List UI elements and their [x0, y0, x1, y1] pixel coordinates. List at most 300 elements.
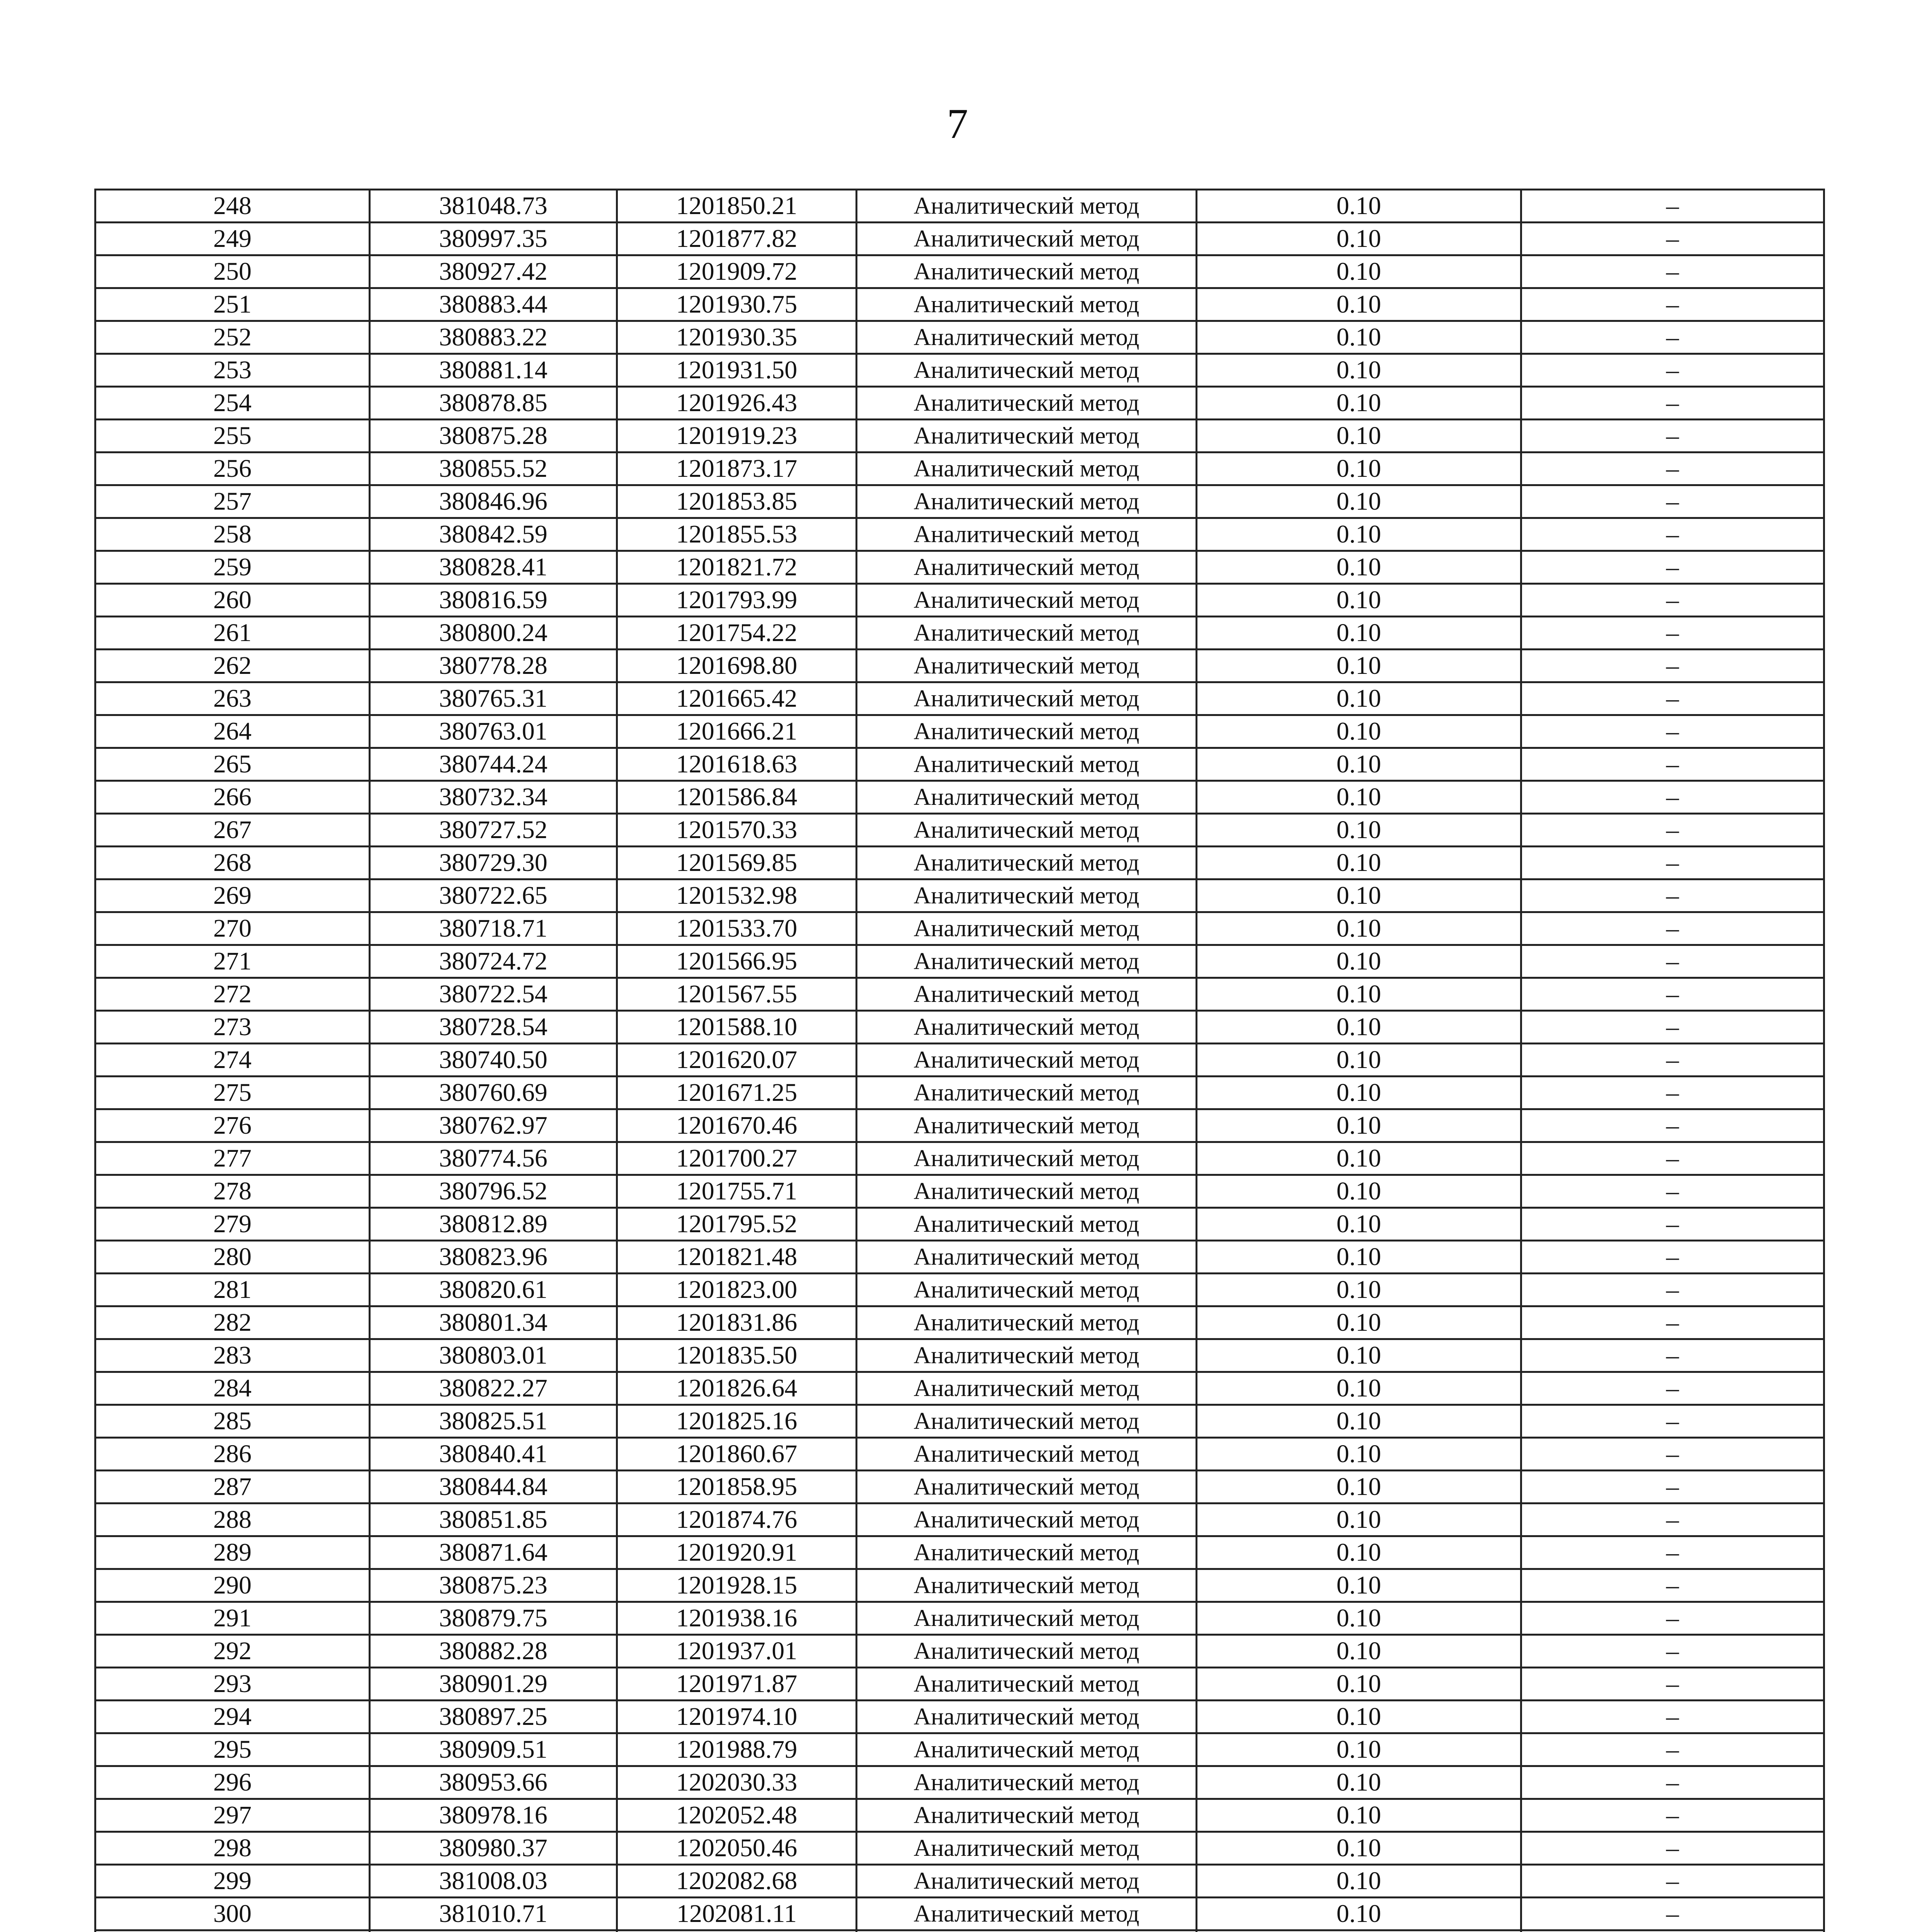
table-row [95, 1109, 1824, 1142]
note-cell: – [1521, 1241, 1824, 1274]
x-coordinate-cell: 380823.96 [370, 1241, 617, 1274]
y-coordinate-cell: 1201823.00 [617, 1274, 857, 1306]
table-row [95, 912, 1824, 945]
note-cell: – [1521, 1799, 1824, 1832]
x-coordinate-cell: 380883.22 [370, 321, 617, 354]
note-cell: – [1521, 190, 1824, 223]
note-cell: – [1521, 1832, 1824, 1865]
point-number-cell: 255 [95, 420, 370, 452]
accuracy-cell: 0.10 [1197, 814, 1521, 847]
y-coordinate-cell: 1201974.10 [617, 1701, 857, 1733]
y-coordinate-cell: 1201570.33 [617, 814, 857, 847]
point-number-cell: 270 [95, 912, 370, 945]
accuracy-cell: 0.10 [1197, 847, 1521, 879]
point-number-cell: 284 [95, 1372, 370, 1405]
x-coordinate-cell: 381008.03 [370, 1865, 617, 1898]
method-cell: Аналитический метод [857, 1865, 1197, 1898]
note-cell: – [1521, 485, 1824, 518]
note-cell: – [1521, 682, 1824, 715]
accuracy-cell: 0.10 [1197, 1274, 1521, 1306]
method-cell: Аналитический метод [857, 1569, 1197, 1602]
note-cell: – [1521, 1865, 1824, 1898]
table-row [95, 617, 1824, 650]
y-coordinate-cell: 1201793.99 [617, 584, 857, 617]
method-cell: Аналитический метод [857, 223, 1197, 255]
accuracy-cell: 0.10 [1197, 1109, 1521, 1142]
y-coordinate-cell: 1201665.42 [617, 682, 857, 715]
y-coordinate-cell: 1201821.72 [617, 551, 857, 584]
y-coordinate-cell: 1202050.46 [617, 1832, 857, 1865]
x-coordinate-cell: 380851.85 [370, 1503, 617, 1536]
x-coordinate-cell: 380803.01 [370, 1339, 617, 1372]
accuracy-cell: 0.10 [1197, 518, 1521, 551]
table-row [95, 1372, 1824, 1405]
table-row [95, 1339, 1824, 1372]
point-number-cell: 253 [95, 354, 370, 387]
table-row [95, 1701, 1824, 1733]
note-cell: – [1521, 1011, 1824, 1044]
accuracy-cell: 0.10 [1197, 1011, 1521, 1044]
table-row [95, 223, 1824, 255]
table-row [95, 420, 1824, 452]
method-cell: Аналитический метод [857, 617, 1197, 650]
y-coordinate-cell: 1202052.48 [617, 1799, 857, 1832]
method-cell: Аналитический метод [857, 1241, 1197, 1274]
note-cell: – [1521, 584, 1824, 617]
note-cell: – [1521, 1208, 1824, 1241]
method-cell: Аналитический метод [857, 321, 1197, 354]
accuracy-cell: 0.10 [1197, 1471, 1521, 1503]
x-coordinate-cell: 380763.01 [370, 715, 617, 748]
x-coordinate-cell: 380997.35 [370, 223, 617, 255]
table-row [95, 1733, 1824, 1766]
point-number-cell: 271 [95, 945, 370, 978]
method-cell: Аналитический метод [857, 354, 1197, 387]
x-coordinate-cell: 380724.72 [370, 945, 617, 978]
method-cell: Аналитический метод [857, 551, 1197, 584]
accuracy-cell: 0.10 [1197, 1339, 1521, 1372]
method-cell: Аналитический метод [857, 945, 1197, 978]
y-coordinate-cell: 1201835.50 [617, 1339, 857, 1372]
accuracy-cell: 0.10 [1197, 1668, 1521, 1701]
method-cell: Аналитический метод [857, 1339, 1197, 1372]
method-cell: Аналитический метод [857, 1766, 1197, 1799]
method-cell: Аналитический метод [857, 1208, 1197, 1241]
x-coordinate-cell: 380722.65 [370, 879, 617, 912]
y-coordinate-cell: 1201671.25 [617, 1077, 857, 1109]
method-cell: Аналитический метод [857, 1635, 1197, 1668]
x-coordinate-cell: 380909.51 [370, 1733, 617, 1766]
accuracy-cell: 0.10 [1197, 1372, 1521, 1405]
table-row [95, 879, 1824, 912]
point-number-cell: 277 [95, 1142, 370, 1175]
note-cell: – [1521, 781, 1824, 814]
point-number-cell: 288 [95, 1503, 370, 1536]
accuracy-cell: 0.10 [1197, 551, 1521, 584]
table-row [95, 1044, 1824, 1077]
method-cell: Аналитический метод [857, 1503, 1197, 1536]
x-coordinate-cell: 380801.34 [370, 1306, 617, 1339]
point-number-cell: 274 [95, 1044, 370, 1077]
x-coordinate-cell: 380727.52 [370, 814, 617, 847]
accuracy-cell: 0.10 [1197, 1142, 1521, 1175]
table-row [95, 1766, 1824, 1799]
note-cell: – [1521, 1635, 1824, 1668]
x-coordinate-cell: 380732.34 [370, 781, 617, 814]
x-coordinate-cell: 380728.54 [370, 1011, 617, 1044]
note-cell: – [1521, 814, 1824, 847]
y-coordinate-cell: 1201850.21 [617, 190, 857, 223]
accuracy-cell: 0.10 [1197, 288, 1521, 321]
table-row [95, 847, 1824, 879]
y-coordinate-cell: 1201909.72 [617, 255, 857, 288]
point-number-cell: 299 [95, 1865, 370, 1898]
method-cell: Аналитический метод [857, 420, 1197, 452]
method-cell: Аналитический метод [857, 1471, 1197, 1503]
table-row [95, 1438, 1824, 1471]
y-coordinate-cell: 1201930.35 [617, 321, 857, 354]
method-cell: Аналитический метод [857, 255, 1197, 288]
note-cell: – [1521, 978, 1824, 1011]
accuracy-cell: 0.10 [1197, 879, 1521, 912]
y-coordinate-cell: 1201821.48 [617, 1241, 857, 1274]
y-coordinate-cell: 1201533.70 [617, 912, 857, 945]
accuracy-cell: 0.10 [1197, 223, 1521, 255]
page-number: 7 [947, 100, 968, 147]
accuracy-cell: 0.10 [1197, 1766, 1521, 1799]
accuracy-cell: 0.10 [1197, 1503, 1521, 1536]
point-number-cell: 265 [95, 748, 370, 781]
method-cell: Аналитический метод [857, 190, 1197, 223]
x-coordinate-cell: 381048.73 [370, 190, 617, 223]
note-cell: – [1521, 748, 1824, 781]
point-number-cell: 290 [95, 1569, 370, 1602]
point-number-cell: 283 [95, 1339, 370, 1372]
y-coordinate-cell: 1201567.55 [617, 978, 857, 1011]
x-coordinate-cell: 380842.59 [370, 518, 617, 551]
y-coordinate-cell: 1201920.91 [617, 1536, 857, 1569]
accuracy-cell: 0.10 [1197, 255, 1521, 288]
method-cell: Аналитический метод [857, 1701, 1197, 1733]
note-cell [1521, 1930, 1824, 1932]
y-coordinate-cell: 1201620.07 [617, 1044, 857, 1077]
y-coordinate-cell: 1201858.95 [617, 1471, 857, 1503]
note-cell: – [1521, 1405, 1824, 1438]
point-number-cell: 281 [95, 1274, 370, 1306]
point-number-cell: 297 [95, 1799, 370, 1832]
method-cell: Аналитический метод [857, 1175, 1197, 1208]
y-coordinate-cell: 1201860.67 [617, 1438, 857, 1471]
accuracy-cell: 0.10 [1197, 1077, 1521, 1109]
x-coordinate-cell: 380762.97 [370, 1109, 617, 1142]
x-coordinate-cell: 380796.52 [370, 1175, 617, 1208]
method-cell: Аналитический метод [857, 814, 1197, 847]
note-cell: – [1521, 1306, 1824, 1339]
method-cell: Аналитический метод [857, 485, 1197, 518]
note-cell: – [1521, 1372, 1824, 1405]
note-cell: – [1521, 518, 1824, 551]
accuracy-cell: 0.10 [1197, 1438, 1521, 1471]
method-cell: Аналитический метод [857, 1077, 1197, 1109]
table-row [95, 1602, 1824, 1635]
point-number-cell: 294 [95, 1701, 370, 1733]
accuracy-cell: 0.10 [1197, 190, 1521, 223]
y-coordinate-cell: 1201825.16 [617, 1405, 857, 1438]
point-number-cell: 262 [95, 650, 370, 682]
table-row [95, 978, 1824, 1011]
note-cell: – [1521, 1142, 1824, 1175]
point-number-cell: 266 [95, 781, 370, 814]
table-row [95, 715, 1824, 748]
point-number-cell: 273 [95, 1011, 370, 1044]
table-row [95, 485, 1824, 518]
note-cell: – [1521, 879, 1824, 912]
note-cell: – [1521, 912, 1824, 945]
table-row [95, 1865, 1824, 1898]
y-coordinate-cell: 1201877.82 [617, 223, 857, 255]
note-cell: – [1521, 1503, 1824, 1536]
x-coordinate-cell: 380897.25 [370, 1701, 617, 1733]
y-coordinate-cell: 1201795.52 [617, 1208, 857, 1241]
accuracy-cell: 0.10 [1197, 1635, 1521, 1668]
note-cell: – [1521, 1077, 1824, 1109]
point-number-cell: 258 [95, 518, 370, 551]
accuracy-cell: 0.10 [1197, 1799, 1521, 1832]
accuracy-cell: 0.10 [1197, 321, 1521, 354]
note-cell: – [1521, 1044, 1824, 1077]
table-row [95, 1569, 1824, 1602]
table-row [95, 1471, 1824, 1503]
table-row [95, 1503, 1824, 1536]
note-cell: – [1521, 321, 1824, 354]
method-cell: Аналитический метод [857, 1306, 1197, 1339]
note-cell: – [1521, 1733, 1824, 1766]
accuracy-cell: 0.10 [1197, 1602, 1521, 1635]
x-coordinate-cell: 380740.50 [370, 1044, 617, 1077]
accuracy-cell: 0.10 [1197, 584, 1521, 617]
accuracy-cell: 0.10 [1197, 715, 1521, 748]
method-cell: Аналитический метод [857, 1536, 1197, 1569]
point-number-cell: 295 [95, 1733, 370, 1766]
accuracy-cell: 0.10 [1197, 354, 1521, 387]
method-cell: Аналитический метод [857, 452, 1197, 485]
y-coordinate-cell: 1201873.17 [617, 452, 857, 485]
y-coordinate-cell: 1202081.11 [617, 1898, 857, 1930]
y-coordinate-cell: 1201874.76 [617, 1503, 857, 1536]
table-row [95, 1077, 1824, 1109]
x-coordinate-cell: 380881.14 [370, 354, 617, 387]
x-coordinate-cell: 380765.31 [370, 682, 617, 715]
point-number-cell: 259 [95, 551, 370, 584]
method-cell: Аналитический метод [857, 912, 1197, 945]
y-coordinate-cell: 1201926.43 [617, 387, 857, 420]
x-coordinate-cell: 380855.52 [370, 452, 617, 485]
note-cell: – [1521, 1339, 1824, 1372]
accuracy-cell: 0.10 [1197, 748, 1521, 781]
x-coordinate-cell: 380828.41 [370, 551, 617, 584]
note-cell: – [1521, 255, 1824, 288]
x-coordinate-cell: 380774.56 [370, 1142, 617, 1175]
table-row [95, 452, 1824, 485]
note-cell: – [1521, 617, 1824, 650]
accuracy-cell: 0.10 [1197, 1898, 1521, 1930]
method-cell: Аналитический метод [857, 781, 1197, 814]
method-cell: Аналитический метод [857, 978, 1197, 1011]
table-row [95, 682, 1824, 715]
note-cell: – [1521, 1175, 1824, 1208]
note-cell: – [1521, 223, 1824, 255]
point-number-cell: 282 [95, 1306, 370, 1339]
point-number-cell: 261 [95, 617, 370, 650]
method-cell: Аналитический метод [857, 584, 1197, 617]
accuracy-cell: 0.10 [1197, 945, 1521, 978]
accuracy-cell: 0.10 [1197, 1536, 1521, 1569]
accuracy-cell: 0.10 [1197, 1733, 1521, 1766]
table-row [95, 1668, 1824, 1701]
note-cell: – [1521, 1766, 1824, 1799]
x-coordinate-cell: 380812.89 [370, 1208, 617, 1241]
y-coordinate-cell: 1201700.27 [617, 1142, 857, 1175]
y-coordinate-cell: 1201826.64 [617, 1372, 857, 1405]
method-cell: Аналитический метод [857, 1109, 1197, 1142]
method-cell: Аналитический метод [857, 715, 1197, 748]
table-row [95, 551, 1824, 584]
note-cell: – [1521, 1569, 1824, 1602]
y-coordinate-cell: 1201971.87 [617, 1668, 857, 1701]
method-cell: Аналитический метод [857, 1733, 1197, 1766]
table-row [95, 1241, 1824, 1274]
y-coordinate-cell: 1201566.95 [617, 945, 857, 978]
point-number-cell: 275 [95, 1077, 370, 1109]
x-coordinate-cell: 380875.28 [370, 420, 617, 452]
point-number-cell: 276 [95, 1109, 370, 1142]
x-coordinate-cell: 380882.28 [370, 1635, 617, 1668]
point-number-cell: 289 [95, 1536, 370, 1569]
method-cell: Аналитический метод [857, 1602, 1197, 1635]
point-number-cell: 267 [95, 814, 370, 847]
note-cell: – [1521, 288, 1824, 321]
table-row [95, 1405, 1824, 1438]
coordinates-table [94, 189, 1825, 1932]
point-number-cell: 264 [95, 715, 370, 748]
point-number-cell: 263 [95, 682, 370, 715]
point-number-cell: 293 [95, 1668, 370, 1701]
point-number-cell: 287 [95, 1471, 370, 1503]
point-number-cell: 279 [95, 1208, 370, 1241]
x-coordinate-cell: 380840.41 [370, 1438, 617, 1471]
y-coordinate-cell: 1202030.33 [617, 1766, 857, 1799]
y-coordinate-cell [617, 1930, 857, 1932]
table-row [95, 1930, 1824, 1932]
table-row [95, 1175, 1824, 1208]
method-cell: Аналитический метод [857, 682, 1197, 715]
point-number-cell: 269 [95, 879, 370, 912]
y-coordinate-cell: 1201618.63 [617, 748, 857, 781]
note-cell: – [1521, 1471, 1824, 1503]
x-coordinate-cell: 380820.61 [370, 1274, 617, 1306]
table-row [95, 1274, 1824, 1306]
x-coordinate-cell: 380901.29 [370, 1668, 617, 1701]
accuracy-cell: 0.10 [1197, 617, 1521, 650]
point-number-cell: 300 [95, 1898, 370, 1930]
point-number-cell: 286 [95, 1438, 370, 1471]
point-number-cell: 272 [95, 978, 370, 1011]
table-row [95, 1142, 1824, 1175]
point-number-cell: 256 [95, 452, 370, 485]
method-cell: Аналитический метод [857, 518, 1197, 551]
method-cell: Аналитический метод [857, 1799, 1197, 1832]
table-row [95, 781, 1824, 814]
accuracy-cell: 0.10 [1197, 1306, 1521, 1339]
point-number-cell: 291 [95, 1602, 370, 1635]
table-row [95, 650, 1824, 682]
note-cell: – [1521, 1602, 1824, 1635]
x-coordinate-cell: 380816.59 [370, 584, 617, 617]
accuracy-cell: 0.10 [1197, 1832, 1521, 1865]
y-coordinate-cell: 1201831.86 [617, 1306, 857, 1339]
x-coordinate-cell: 380800.24 [370, 617, 617, 650]
x-coordinate-cell: 380825.51 [370, 1405, 617, 1438]
note-cell: – [1521, 452, 1824, 485]
note-cell: – [1521, 420, 1824, 452]
accuracy-cell: 0.10 [1197, 912, 1521, 945]
accuracy-cell: 0.10 [1197, 781, 1521, 814]
method-cell: Аналитический метод [857, 748, 1197, 781]
x-coordinate-cell: 380722.54 [370, 978, 617, 1011]
note-cell: – [1521, 1438, 1824, 1471]
point-number-cell: 254 [95, 387, 370, 420]
y-coordinate-cell: 1201855.53 [617, 518, 857, 551]
table-row [95, 1799, 1824, 1832]
method-cell: Аналитический метод [857, 650, 1197, 682]
point-number-cell: 251 [95, 288, 370, 321]
table-row [95, 518, 1824, 551]
note-cell: – [1521, 551, 1824, 584]
table-row [95, 1536, 1824, 1569]
point-number-cell [95, 1930, 370, 1932]
x-coordinate-cell: 380927.42 [370, 255, 617, 288]
x-coordinate-cell: 380879.75 [370, 1602, 617, 1635]
method-cell: Аналитический метод [857, 1142, 1197, 1175]
note-cell: – [1521, 354, 1824, 387]
x-coordinate-cell: 380729.30 [370, 847, 617, 879]
x-coordinate-cell: 380822.27 [370, 1372, 617, 1405]
y-coordinate-cell: 1201698.80 [617, 650, 857, 682]
accuracy-cell: 0.10 [1197, 1208, 1521, 1241]
table-row [95, 387, 1824, 420]
accuracy-cell [1197, 1930, 1521, 1932]
note-cell: – [1521, 945, 1824, 978]
y-coordinate-cell: 1201532.98 [617, 879, 857, 912]
note-cell: – [1521, 387, 1824, 420]
point-number-cell: 249 [95, 223, 370, 255]
point-number-cell: 298 [95, 1832, 370, 1865]
note-cell: – [1521, 1668, 1824, 1701]
method-cell: Аналитический метод [857, 1832, 1197, 1865]
accuracy-cell: 0.10 [1197, 1405, 1521, 1438]
table-row [95, 748, 1824, 781]
point-number-cell: 257 [95, 485, 370, 518]
table-row [95, 1832, 1824, 1865]
x-coordinate-cell: 380980.37 [370, 1832, 617, 1865]
accuracy-cell: 0.10 [1197, 650, 1521, 682]
point-number-cell: 250 [95, 255, 370, 288]
y-coordinate-cell: 1201754.22 [617, 617, 857, 650]
x-coordinate-cell: 380953.66 [370, 1766, 617, 1799]
x-coordinate-cell [370, 1930, 617, 1932]
point-number-cell: 278 [95, 1175, 370, 1208]
table-row [95, 1208, 1824, 1241]
